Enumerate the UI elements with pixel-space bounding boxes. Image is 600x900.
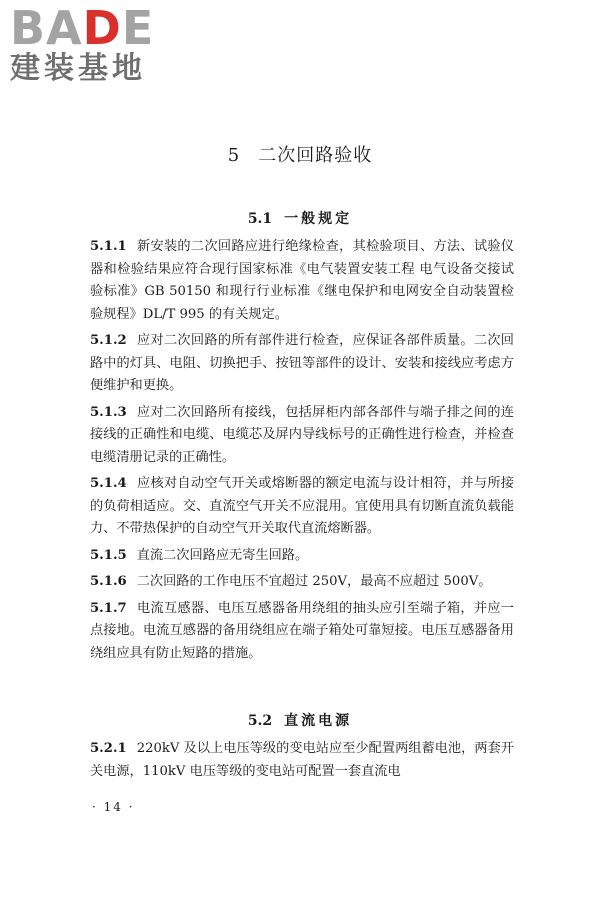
page-number: · 14 · <box>92 800 135 814</box>
section-title: 直流电源 <box>284 713 353 729</box>
clause-5-1-1: 5.1.1 新安装的二次回路应进行绝缘检查，其检验项目、方法、试验仪器和检验结果应符合现行国家标准《电气装置安装工程 电气设备交接试验标准》GB 50150 和现行行业标准《继电保护和电网安全自动装置检验规程》DL/T 995 的有关规定。 <box>90 239 514 322</box>
logo-subtitle: 建装基地 <box>10 51 146 86</box>
clause-5-1-2: 5.1.2 应对二次回路的所有部件进行检查，应保证各部件质量。二次回路中的灯具、电阻、切换把手、按钮等部件的设计、安装和接线应考虑方便维护和更换。 <box>90 333 514 393</box>
section-heading-5-2 <box>0 710 600 730</box>
logo-wordmark: BADE <box>10 1 155 55</box>
section-title: 一般规定 <box>284 211 353 227</box>
clause-5-1-7: 5.1.7 电流互感器、电压互感器备用绕组的抽头应引至端子箱，并应一点接地。电流互感器的备用绕组应在端子箱处可靠短接。电压互感器备用绕组应具有防止短路的措施。 <box>90 600 514 661</box>
chapter-number: 5 <box>227 145 241 166</box>
chapter-heading <box>0 141 600 167</box>
section-heading-5-1 <box>0 208 600 228</box>
section-5-2-body <box>90 738 514 787</box>
chapter-title: 二次回路验收 <box>258 145 373 166</box>
section-5-1-body <box>90 236 514 669</box>
clause-5-2-1: 5.2.1 220kV 及以上电压等级的变电站应至少配置两组蓄电池，两套开关电源，110kV 电压等级的变电站可配置一套直流电 <box>90 741 514 779</box>
section-number: 5.1 <box>247 211 273 227</box>
clause-5-1-5: 5.1.5 直流二次回路应无寄生回路。 <box>90 547 309 563</box>
section-number: 5.2 <box>247 713 273 729</box>
clause-5-1-3: 5.1.3 应对二次回路所有接线，包括屏柜内部各部件与端子排之间的连接线的正确性和电缆、电缆芯及屏内导线标号的正确性进行检查，并检查电缆清册记录的正确性。 <box>90 404 514 465</box>
bade-logo <box>10 1 180 86</box>
clause-5-1-6: 5.1.6 二次回路的工作电压不宜超过 250V，最高不应超过 500V。 <box>90 574 492 589</box>
clause-5-1-4: 5.1.4 应核对自动空气开关或熔断器的额定电流与设计相符，并与所接的负荷相适应。交、直流空气开关不应混用。宜使用具有切断直流负载能力、不带热保护的自动空气开关取代直流熔断器。 <box>90 476 514 536</box>
